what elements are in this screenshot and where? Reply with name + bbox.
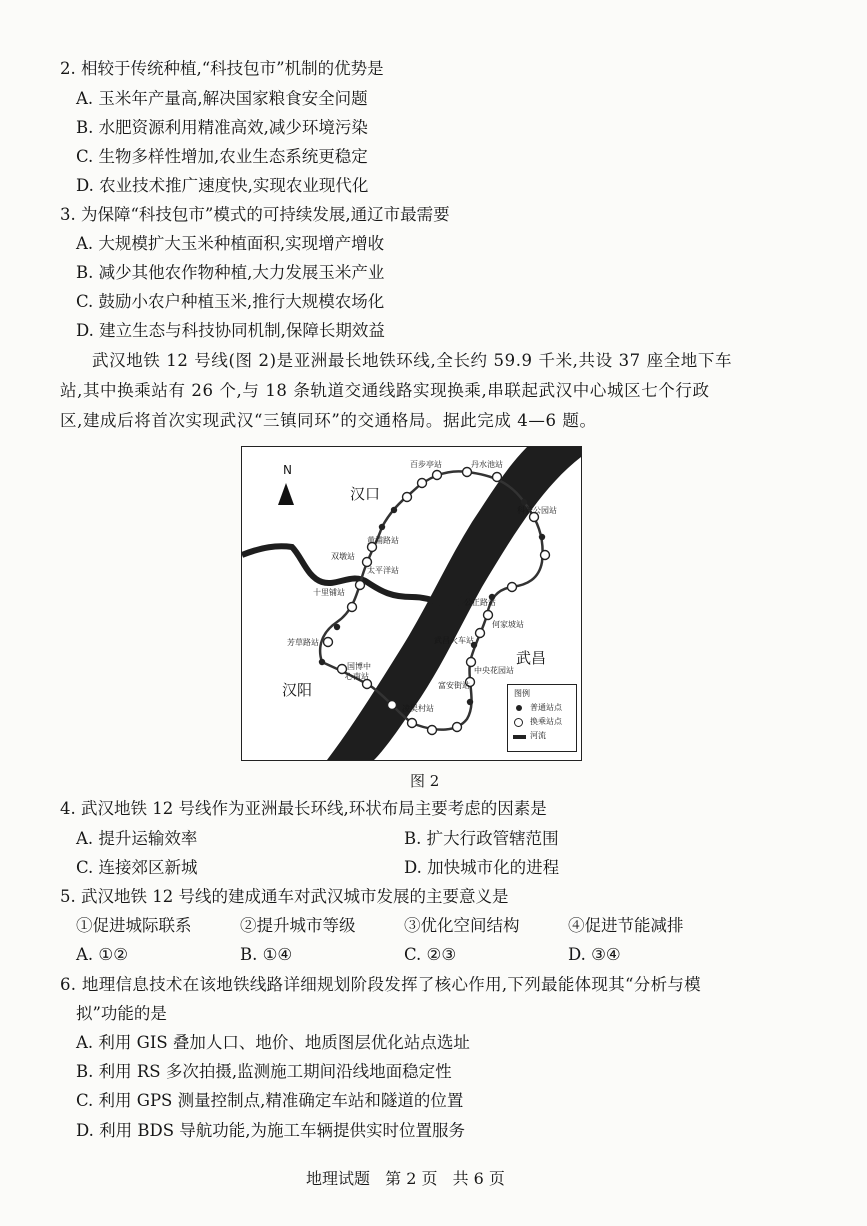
q5-item-3: ③优化空间结构 [404,916,520,935]
q5-item-2: ②提升城市等级 [240,916,356,935]
station-label-danshuichi: 丹水池站 [471,460,503,469]
figure-caption: 图 2 [410,772,440,790]
q6-stem-line-2: 拟”功能的是 [76,1004,167,1023]
q3-option-b: B. 减少其他农作物种植,大力发展玉米产业 [76,263,385,282]
q4-option-d: D. 加快城市化的进程 [404,858,560,877]
station-label-guobo-1: 国博中 [347,662,371,671]
station-label-guobo-2: 心南站 [345,672,369,681]
legend-transfer-icon [514,718,523,727]
station-label-gongzhenglu: 公正路站 [464,598,496,607]
q2-option-c: C. 生物多样性增加,农业生态系统更稳定 [76,147,368,166]
legend-river-label: 河流 [530,731,546,740]
station-label-kepu: 科普公园站 [517,506,557,515]
station-label-fuan: 富安街站 [438,681,470,690]
q5-stem: 5. 武汉地铁 12 号线的建成通车对武汉城市发展的主要意义是 [60,887,509,906]
q5-option-d: D. ③④ [568,945,621,964]
q6-option-c: C. 利用 GPS 测量控制点,精准确定车站和隧道的位置 [76,1091,464,1110]
q5-item-4: ④促进节能减排 [568,916,684,935]
q5-option-c: C. ②③ [404,945,457,964]
station-label-wuchanghuochezhan: 武昌火车站 [434,636,474,645]
station-label-zhongyanghuayuan: 中央花园站 [474,666,514,675]
q3-stem: 3. 为保障“科技包市”模式的可持续发展,通辽市最需要 [60,205,450,224]
q5-item-1: ①促进城际联系 [76,916,192,935]
q3-option-d: D. 建立生态与科技协同机制,保障长期效益 [76,321,385,340]
q3-option-a: A. 大规模扩大玉米种植面积,实现增产增收 [76,234,385,253]
q6-option-a: A. 利用 GIS 叠加人口、地价、地质图层优化站点选址 [76,1033,470,1052]
station-label-lingwu: 凌吴村站 [402,704,434,713]
district-hankou: 汉口 [350,485,381,503]
q2-option-a: A. 玉米年产量高,解决国家粮食安全问题 [76,89,368,108]
station-label-shuangdun: 双墩站 [331,552,355,561]
q2-option-b: B. 水肥资源利用精准高效,减少环境污染 [76,118,368,137]
station-label-huangpu: 黄浦路站 [367,536,399,545]
q6-option-b: B. 利用 RS 多次拍摄,监测施工期间沿线地面稳定性 [76,1062,452,1081]
legend-river-icon [513,735,526,739]
q5-option-b: B. ①④ [240,945,293,964]
page-footer [306,1166,515,1189]
station-label-hejiapo: 何家坡站 [492,620,524,629]
map-legend [507,684,577,752]
legend-title: 图例 [514,689,530,698]
q4-stem: 4. 武汉地铁 12 号线作为亚洲最长环线,环状布局主要考虑的因素是 [60,799,547,818]
legend-normal-icon [516,705,522,711]
station-label-fangcaolu: 芳草路站 [287,638,319,647]
north-label: N [283,463,292,477]
q4-option-b: B. 扩大行政管辖范围 [404,829,559,848]
footer-total: 共 6 页 [452,1169,505,1188]
station-label-taipingyang: 太平洋站 [367,566,399,575]
q6-stem-line-1: 6. 地理信息技术在该地铁线路详细规划阶段发挥了核心作用,下列最能体现其“分析与模 [60,975,701,994]
passage-line-2: 站,其中换乘站有 26 个,与 18 条轨道交通线路实现换乘,串联起武汉中心城区七个行政 [60,381,710,400]
district-hanyang: 汉阳 [282,681,313,699]
q2-stem: 2. 相较于传统种植,“科技包市”机制的优势是 [60,59,384,78]
station-label-baibuting: 百步亭站 [410,460,442,469]
footer-subject: 地理试题 [306,1169,371,1188]
station-label-shilipu: 十里铺站 [313,588,345,597]
north-arrow-icon [278,483,294,505]
q3-option-c: C. 鼓励小农户种植玉米,推行大规模农场化 [76,292,385,311]
metro-map [241,446,582,761]
q4-option-a: A. 提升运输效率 [76,829,198,848]
legend-normal-label: 普通站点 [530,703,562,712]
q4-option-c: C. 连接郊区新城 [76,858,198,877]
legend-transfer-label: 换乘站点 [530,717,562,726]
passage-line-1: 武汉地铁 12 号线(图 2)是亚洲最长地铁环线,全长约 59.9 千米,共设 37 座全地下车 [92,351,733,370]
q2-option-d: D. 农业技术推广速度快,实现农业现代化 [76,176,369,195]
q6-option-d: D. 利用 BDS 导航功能,为施工车辆提供实时位置服务 [76,1121,466,1140]
district-wuchang: 武昌 [516,649,547,667]
q5-option-a: A. ①② [76,945,128,964]
footer-page: 第 2 页 [385,1169,438,1188]
passage-line-3: 区,建成后将首次实现武汉“三镇同环”的交通格局。据此完成 4—6 题。 [60,411,597,430]
